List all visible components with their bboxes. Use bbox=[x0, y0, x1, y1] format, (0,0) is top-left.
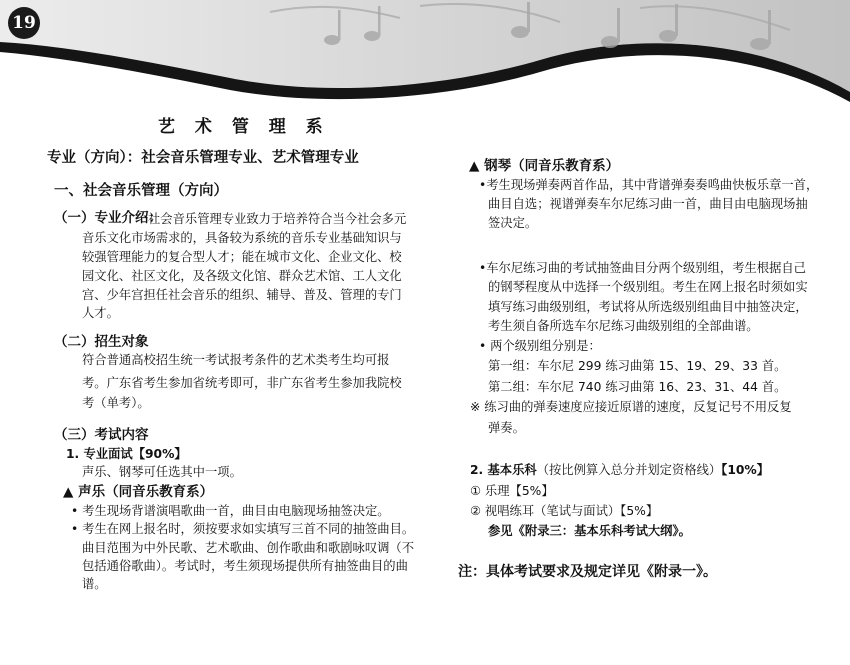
page-title: 艺 术 管 理 系 bbox=[158, 117, 330, 137]
piano-line: •考生现场弹奏两首作品，其中背谱弹奏奏鸣曲快板乐章一首， bbox=[479, 178, 819, 192]
intro-line: 宫、少年宫担任社会音乐的组织、辅导、普及、管理的专门 bbox=[82, 288, 402, 302]
piano-line: 签决定。 bbox=[488, 216, 538, 230]
piano-remark: ※ 练习曲的弹奏速度应接近原谱的速度，反复记号不用反复 bbox=[470, 400, 792, 414]
intro-line: 人才。 bbox=[82, 306, 119, 320]
basic-item-solfege: ② 视唱练耳（笔试与面试）【5%】 bbox=[470, 504, 659, 518]
intro-line: 园文化、社区文化，及各级文化馆、群众艺术馆、工人文化 bbox=[82, 269, 402, 283]
basic-heading bbox=[470, 462, 769, 478]
intro-line: 较强管理能力的复合型人才；能在城市文化、企业文化、校 bbox=[82, 250, 402, 264]
header-banner bbox=[0, 0, 850, 105]
vocal-line: 包括通俗歌曲）。考试时，考生须现场提供所有抽签曲目的曲 bbox=[82, 559, 408, 573]
target-line: 符合普通高校招生统一考试报考条件的艺术类考生均可报 bbox=[82, 353, 390, 367]
exam-item-1-desc: 声乐、钢琴可任选其中一项。 bbox=[82, 465, 242, 479]
intro-line: 音乐文化市场需求的，具备较为系统的音乐专业基础知识与 bbox=[82, 231, 402, 245]
vocal-heading: ▲ 声乐（同音乐教育系） bbox=[63, 484, 214, 500]
target-heading: （二）招生对象 bbox=[54, 334, 149, 350]
vocal-line: • 考生现场背谱演唱歌曲一首，曲目由电脑现场抽签决定。 bbox=[71, 504, 390, 518]
vocal-line: 曲目范围为中外民歌、艺术歌曲、创作歌曲和歌剧咏叹调（不 bbox=[82, 541, 415, 555]
piano-line: 曲目自选；视谱弹奏车尔尼练习曲一首，曲目由电脑现场抽 bbox=[488, 197, 808, 211]
vocal-line: • 考生在网上报名时，须按要求如实填写三首不同的抽签曲目。 bbox=[71, 522, 415, 536]
piano-group-1: 第一组：车尔尼 299 练习曲第 15、19、29、33 首。 bbox=[488, 359, 787, 373]
piano-line: 考生须自备所选车尔尼练习曲级别组的全部曲谱。 bbox=[488, 319, 759, 333]
piano-line: 的钢琴程度从中选择一个级别组。考生在网上报名时须如实 bbox=[488, 280, 808, 294]
basic-item-theory: ① 乐理【5%】 bbox=[470, 484, 554, 498]
piano-line: •车尔尼练习曲的考试抽签曲目分两个级别组，考生根据自己 bbox=[479, 261, 806, 275]
piano-remark: 弹奏。 bbox=[488, 421, 525, 435]
section-heading: 一、社会音乐管理（方向） bbox=[54, 183, 228, 199]
target-line: 考。广东省考生参加省统考即可，非广东省考生参加我院校 bbox=[82, 376, 402, 390]
piano-line: 填写练习曲级别组，考试将从所选级别组曲目中抽签决定， bbox=[488, 300, 808, 314]
intro-label: （一）专业介绍： bbox=[54, 210, 162, 226]
target-line: 考（单考）。 bbox=[82, 396, 150, 410]
basic-heading-main: 2. 基本乐科 bbox=[470, 463, 537, 477]
major-heading: 专业（方向）：社会音乐管理专业、艺术管理专业 bbox=[47, 150, 359, 166]
exam-heading: （三）考试内容 bbox=[54, 427, 149, 443]
vocal-line: 谱。 bbox=[82, 577, 107, 591]
intro-line: 社会音乐管理专业致力于培养符合当今社会多元 bbox=[148, 212, 407, 226]
piano-group-2: 第二组：车尔尼 740 练习曲第 16、23、31、44 首。 bbox=[488, 380, 787, 394]
basic-heading-pct: 【10%】 bbox=[721, 463, 770, 477]
footnote: 注：具体考试要求及规定详见《附录一》。 bbox=[458, 564, 717, 580]
piano-line: • 两个级别组分别是： bbox=[479, 339, 601, 353]
basic-reference: 参见《附录三：基本乐科考试大纲》。 bbox=[488, 524, 691, 538]
basic-heading-paren: （按比例算入总分并划定资格线） bbox=[536, 463, 722, 477]
page-number: 19 bbox=[8, 7, 40, 39]
exam-item-1: 1. 专业面试【90%】 bbox=[66, 447, 187, 461]
piano-heading: ▲ 钢琴（同音乐教育系） bbox=[469, 158, 620, 174]
